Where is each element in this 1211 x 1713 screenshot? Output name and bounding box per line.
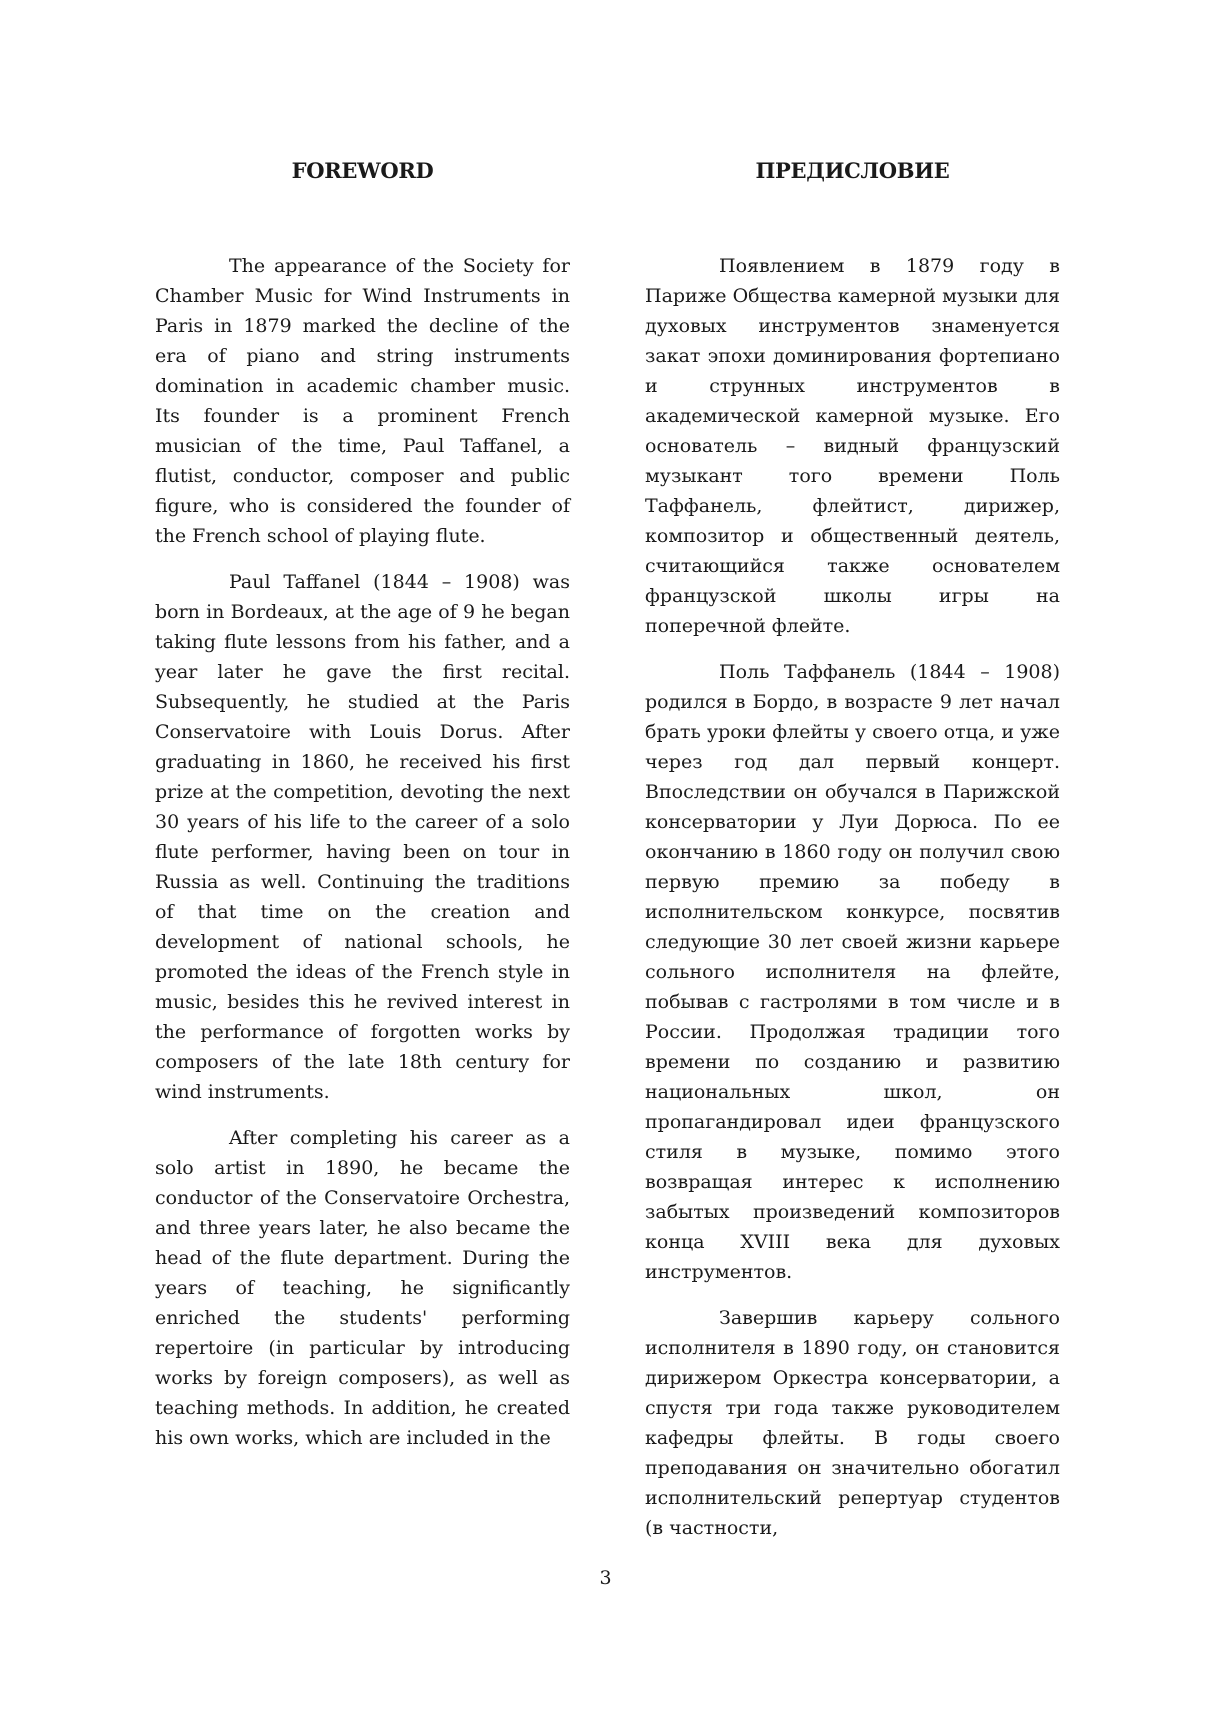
english-column [155, 251, 570, 1469]
russian-column [645, 251, 1060, 1559]
foreword-heading-ru: ПРЕДИСЛОВИЕ [755, 158, 950, 183]
russian-paragraph-2: Поль Таффанель (1844 – 1908) родился в Бордо, в возрасте 9 лет начал брать уроки флейты у своего отца, и уже через год дал первый концерт. Впоследствии он обучался в Парижской консерватории у Луи Дорюса. По ее окончанию в 1860 году он получил свою первую премию за победу в исполнительском конкурсе, посвятив следующие 30 лет своей жизни карьере сольного исполнителя на флейте, побывав с гастролями в том числе и в России. Продолжая традиции того времени по созданию и развитию национальных школ, он пропагандировал идеи французского стиля в музыке, помимо этого возвращая интерес к исполнению забытых произведений композиторов конца XVIII века для духовых инструментов. [645, 661, 1060, 1283]
foreword-heading-en: FOREWORD [291, 158, 434, 183]
russian-paragraph-3: Завершив карьеру сольного исполнителя в 1890 году, он становится дирижером Оркестра консерватории, а спустя три года также руководителем кафедры флейты. В годы своего преподавания он значительно обогатил исполнительский репертуар студентов (в частности, [645, 1307, 1060, 1539]
english-paragraph-1: The appearance of the Society for Chamber Music for Wind Instruments in Paris in 1879 marked the decline of the era of piano and string instruments domination in academic chamber music. Its founder is a prominent French musician of the time, Paul Taffanel, a flutist, conductor, composer and public figure, who is considered the founder of the French school of playing flute. [155, 255, 570, 547]
page-number: 3 [599, 1567, 612, 1589]
english-paragraph-2: Paul Taffanel (1844 – 1908) was born in Bordeaux, at the age of 9 he began taking flute lessons from his father, and a year later he gave the first recital. Subsequently, he studied at the Paris Conservatoire with Louis Dorus. After graduating in 1860, he received his first prize at the competition, devoting the next 30 years of his life to the career of a solo flute performer, having been on tour in Russia as well. Continuing the traditions of that time on the creation and development of national schools, he promoted the ideas of the French style in music, besides this he revived interest in the performance of forgotten works by composers of the late 18th century for wind instruments. [155, 571, 570, 1103]
russian-paragraph-1: Появлением в 1879 году в Париже Общества камерной музыки для духовых инструментов знаменуется закат эпохи доминирования фортепиано и струнных инструментов в академической камерной музыке. Его основатель – видный французский музыкант того времени Поль Таффанель, флейтист, дирижер, композитор и общественный деятель, считающийся также основателем французской школы игры на поперечной флейте. [645, 255, 1060, 637]
english-paragraph-3: After completing his career as a solo artist in 1890, he became the conductor of the Conservatoire Orchestra, and three years later, he also became the head of the flute department. During the years of teaching, he significantly enriched the students' performing repertoire (in particular by introducing works by foreign composers), as well as teaching methods. In addition, he created his own works, which are included in the [155, 1127, 570, 1449]
